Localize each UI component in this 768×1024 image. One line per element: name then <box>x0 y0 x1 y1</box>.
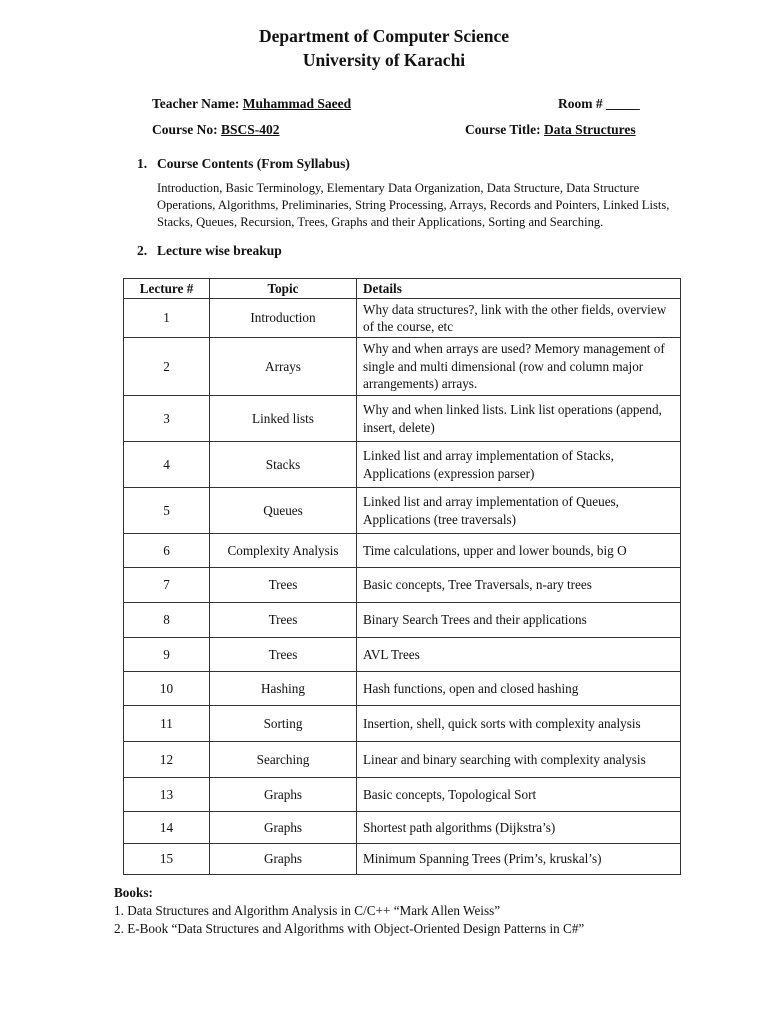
cell-details: Why and when arrays are used? Memory management of single and multi dimensional (row and column major arrangements) arrays. <box>357 338 681 396</box>
cell-topic: Stacks <box>210 442 357 488</box>
cell-topic: Graphs <box>210 778 357 812</box>
table-row <box>124 299 681 338</box>
university-title: University of Karachi <box>302 50 466 70</box>
table-row <box>124 396 681 442</box>
header-lecture-number: Lecture # <box>124 279 210 299</box>
table-row <box>124 706 681 742</box>
course-title-label: Course Title: <box>465 122 541 137</box>
course-no-field <box>152 122 280 138</box>
cell-details: Linked list and array implementation of Queues, Applications (tree traversals) <box>357 488 681 534</box>
cell-topic: Introduction <box>210 299 357 338</box>
table-row <box>124 844 681 875</box>
cell-lecture-number: 6 <box>124 534 210 568</box>
header-details: Details <box>357 279 681 299</box>
section-title: Lecture wise breakup <box>157 243 282 258</box>
cell-topic: Searching <box>210 742 357 778</box>
table-row <box>124 672 681 706</box>
cell-topic: Graphs <box>210 812 357 844</box>
table-header-row <box>124 279 681 299</box>
section-number: 1. <box>137 156 148 171</box>
cell-details: Insertion, shell, quick sorts with complexity analysis <box>357 706 681 742</box>
table-row <box>124 778 681 812</box>
table-row <box>124 534 681 568</box>
cell-details: Basic concepts, Tree Traversals, n-ary trees <box>357 568 681 603</box>
room-field: Room # _____ <box>558 96 640 111</box>
cell-details: Time calculations, upper and lower bounds, big O <box>357 534 681 568</box>
cell-topic: Complexity Analysis <box>210 534 357 568</box>
cell-lecture-number: 13 <box>124 778 210 812</box>
cell-details: Why data structures?, link with the other fields, overview of the course, etc <box>357 299 681 338</box>
cell-lecture-number: 2 <box>124 338 210 396</box>
cell-lecture-number: 1 <box>124 299 210 338</box>
cell-topic: Arrays <box>210 338 357 396</box>
cell-lecture-number: 8 <box>124 603 210 638</box>
table-row <box>124 742 681 778</box>
header-topic: Topic <box>210 279 357 299</box>
table-row <box>124 338 681 396</box>
book-item: 1. Data Structures and Algorithm Analysis in C/C++ “Mark Allen Weiss” <box>114 903 501 918</box>
course-no-label: Course No: <box>152 122 218 137</box>
cell-details: AVL Trees <box>357 638 681 672</box>
cell-topic: Linked lists <box>210 396 357 442</box>
cell-lecture-number: 11 <box>124 706 210 742</box>
section-number: 2. <box>137 243 148 258</box>
course-title-field <box>465 122 636 138</box>
cell-details: Binary Search Trees and their applications <box>357 603 681 638</box>
cell-lecture-number: 9 <box>124 638 210 672</box>
course-contents-text: Introduction, Basic Terminology, Elementary Data Organization, Data Structure, Data Structure Operations, Algorithms, Preliminaries, String Processing, Arrays, Records and Pointers, Linked Lists, Stacks, Queues, Recursion, Trees, Graphs and their Applications, Sorting and Searching. <box>157 181 670 229</box>
section-title: Course Contents (From Syllabus) <box>157 156 350 171</box>
table-row <box>124 442 681 488</box>
course-title-value: Data Structures <box>544 122 636 137</box>
section-course-contents-heading <box>137 156 350 172</box>
table-row <box>124 812 681 844</box>
books-section <box>114 884 754 938</box>
cell-lecture-number: 3 <box>124 396 210 442</box>
cell-lecture-number: 12 <box>124 742 210 778</box>
table-row <box>124 488 681 534</box>
teacher-name-field <box>152 96 351 112</box>
cell-topic: Trees <box>210 638 357 672</box>
cell-details: Why and when linked lists. Link list operations (append, insert, delete) <box>357 396 681 442</box>
cell-details: Linked list and array implementation of Stacks, Applications (expression parser) <box>357 442 681 488</box>
table-row <box>124 568 681 603</box>
table-row <box>124 603 681 638</box>
table-row <box>124 638 681 672</box>
cell-topic: Hashing <box>210 672 357 706</box>
teacher-name-label: Teacher Name: <box>152 96 240 111</box>
book-item: 2. E-Book “Data Structures and Algorithms with Object-Oriented Design Patterns in C#” <box>114 921 585 936</box>
cell-lecture-number: 4 <box>124 442 210 488</box>
cell-details: Shortest path algorithms (Dijkstra’s) <box>357 812 681 844</box>
department-title: Department of Computer Science <box>259 26 509 46</box>
cell-details: Hash functions, open and closed hashing <box>357 672 681 706</box>
cell-lecture-number: 7 <box>124 568 210 603</box>
teacher-name-value: Muhammad Saeed <box>242 96 352 111</box>
cell-details: Basic concepts, Topological Sort <box>357 778 681 812</box>
cell-topic: Graphs <box>210 844 357 875</box>
cell-details: Linear and binary searching with complexity analysis <box>357 742 681 778</box>
cell-lecture-number: 10 <box>124 672 210 706</box>
lecture-table <box>123 278 681 875</box>
cell-details: Minimum Spanning Trees (Prim’s, kruskal’s) <box>357 844 681 875</box>
cell-lecture-number: 15 <box>124 844 210 875</box>
cell-topic: Sorting <box>210 706 357 742</box>
books-heading: Books: <box>114 885 153 900</box>
cell-lecture-number: 5 <box>124 488 210 534</box>
cell-topic: Queues <box>210 488 357 534</box>
cell-topic: Trees <box>210 568 357 603</box>
course-no-value: BSCS-402 <box>221 122 280 137</box>
section-lecture-breakup-heading <box>137 243 282 259</box>
cell-topic: Trees <box>210 603 357 638</box>
cell-lecture-number: 14 <box>124 812 210 844</box>
